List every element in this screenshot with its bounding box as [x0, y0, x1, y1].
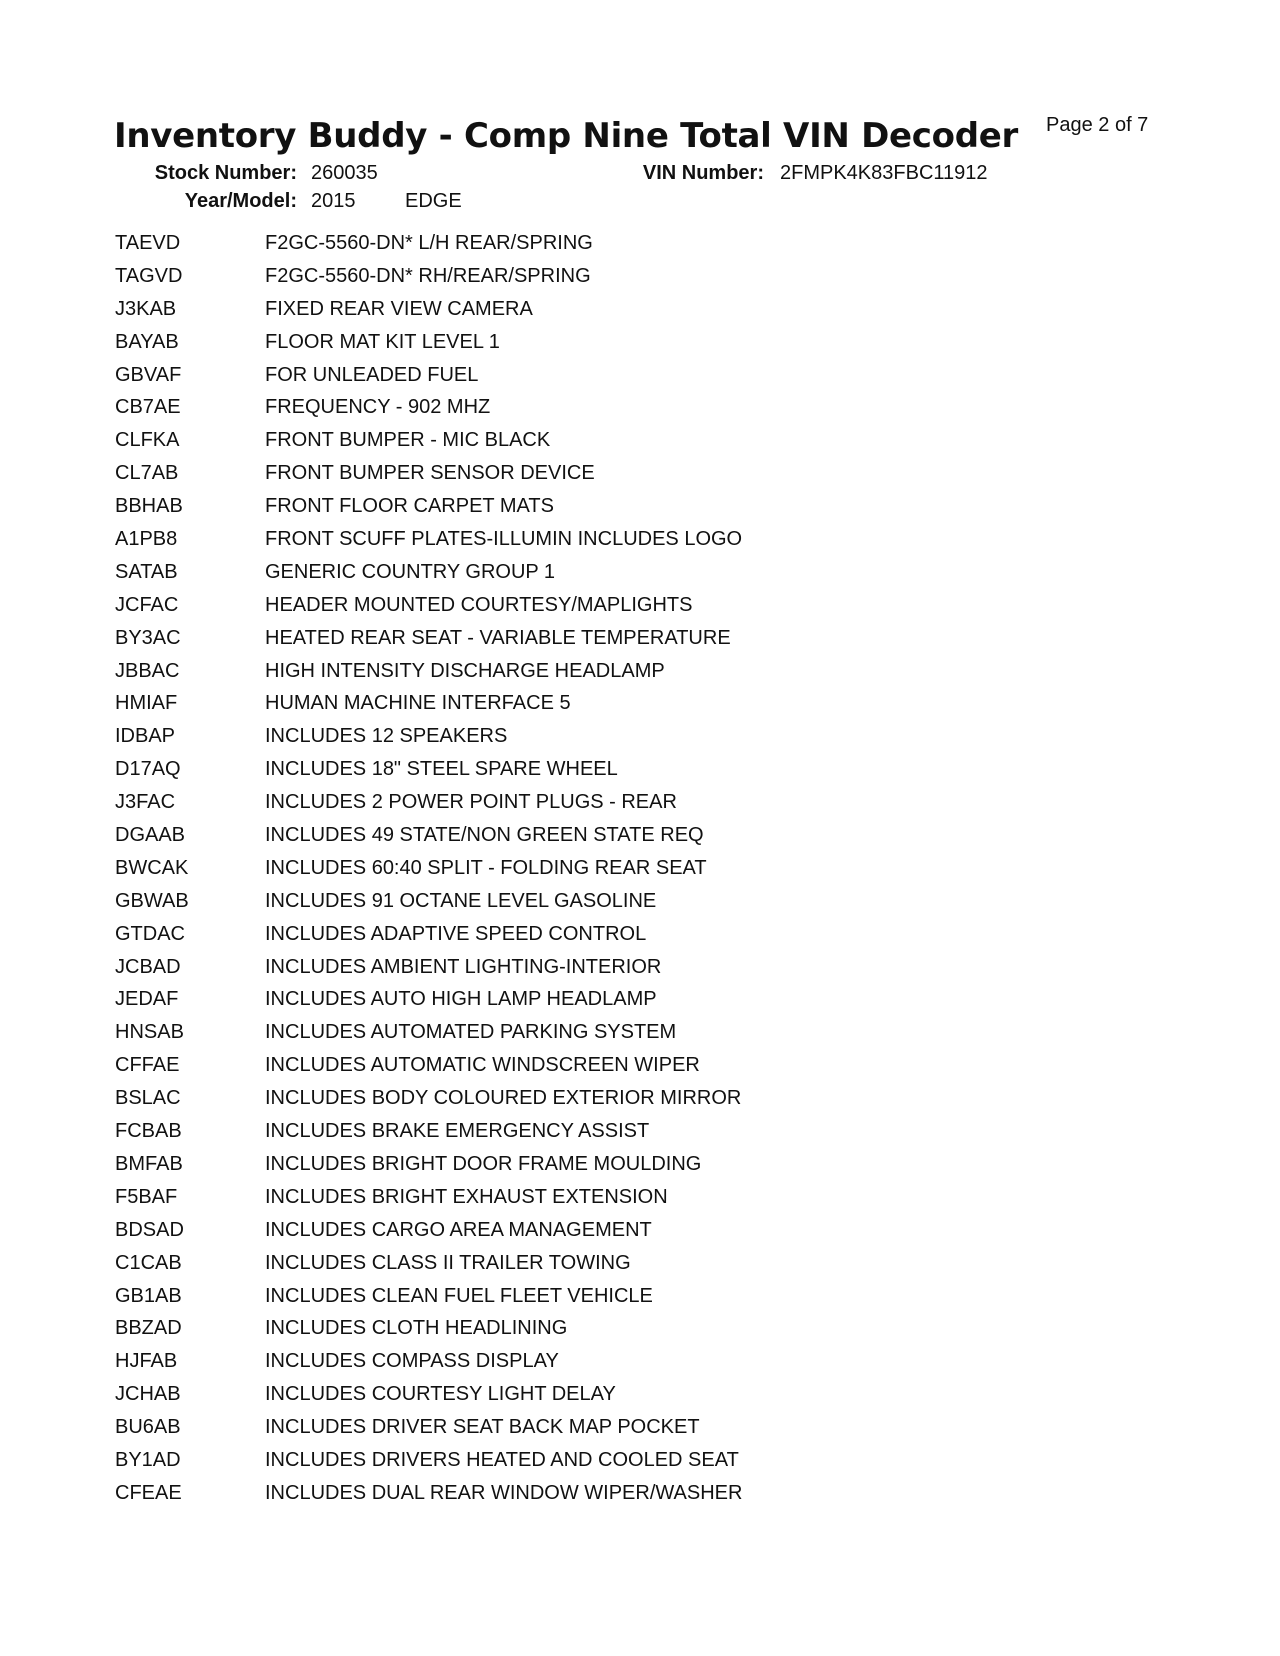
option-code: BY1AD [115, 1448, 181, 1471]
option-code: J3KAB [115, 297, 177, 320]
option-description: INCLUDES ADAPTIVE SPEED CONTROL [265, 922, 647, 945]
option-row [115, 424, 1015, 457]
option-row [115, 1016, 1015, 1049]
option-description: HIGH INTENSITY DISCHARGE HEADLAMP [265, 659, 665, 682]
option-row [115, 391, 1015, 424]
option-code: JCHAB [115, 1383, 181, 1406]
option-code: BBHAB [115, 495, 183, 518]
option-code: GB1AB [115, 1284, 182, 1307]
option-description: INCLUDES BRAKE EMERGENCY ASSIST [265, 1120, 650, 1143]
option-code: HMIAF [115, 692, 178, 715]
option-code: CLFKA [115, 429, 180, 452]
report-title: Inventory Buddy - Comp Nine Total VIN Decoder [114, 116, 1018, 156]
option-code: JCFAC [115, 593, 179, 616]
option-code: TAEVD [115, 232, 181, 254]
option-description: F2GC-5560-DN* RH/REAR/SPRING [265, 264, 591, 287]
option-row [115, 1378, 1015, 1411]
option-code: FCBAB [115, 1120, 182, 1143]
option-row [115, 1444, 1015, 1477]
option-code: JCBAD [115, 955, 181, 978]
option-description: GENERIC COUNTRY GROUP 1 [265, 560, 556, 583]
option-description: FOR UNLEADED FUEL [265, 363, 479, 386]
option-row [115, 1214, 1015, 1247]
option-code: IDBAP [115, 725, 176, 748]
option-description: INCLUDES AMBIENT LIGHTING-INTERIOR [265, 955, 662, 978]
option-row [115, 1411, 1015, 1444]
option-description: FLOOR MAT KIT LEVEL 1 [265, 330, 500, 353]
option-description: F2GC-5560-DN* L/H REAR/SPRING [265, 232, 593, 254]
option-code: CFEAE [115, 1481, 182, 1504]
option-row [115, 1477, 1015, 1510]
option-code: CFFAE [115, 1054, 180, 1077]
option-row [115, 786, 1015, 819]
option-description: INCLUDES 91 OCTANE LEVEL GASOLINE [265, 889, 657, 912]
option-code: BWCAK [115, 856, 189, 879]
option-description: INCLUDES CLEAN FUEL FLEET VEHICLE [265, 1284, 653, 1307]
option-description: INCLUDES DUAL REAR WINDOW WIPER/WASHER [265, 1481, 743, 1504]
option-row [115, 687, 1015, 720]
stock-number-label: Stock Number: [154, 162, 297, 184]
option-row [115, 1247, 1015, 1280]
option-code: CL7AB [115, 462, 179, 485]
option-code: BY3AC [115, 626, 181, 649]
option-description: INCLUDES AUTOMATIC WINDSCREEN WIPER [265, 1054, 700, 1077]
option-row [115, 622, 1015, 655]
option-description: INCLUDES 49 STATE/NON GREEN STATE REQ [265, 824, 704, 847]
option-description: HUMAN MACHINE INTERFACE 5 [265, 692, 571, 715]
option-row [115, 1115, 1015, 1148]
option-row [115, 359, 1015, 392]
option-code: BBZAD [115, 1317, 182, 1340]
option-description: FRONT BUMPER - MIC BLACK [265, 429, 551, 452]
option-code: F5BAF [115, 1185, 178, 1208]
option-description: INCLUDES CLASS II TRAILER TOWING [265, 1251, 631, 1274]
option-code: BSLAC [115, 1087, 181, 1110]
option-row [115, 1312, 1015, 1345]
option-code: GTDAC [115, 922, 185, 945]
stock-number-value: 260035 [311, 162, 378, 184]
option-code: HNSAB [115, 1021, 184, 1044]
option-code: JEDAF [115, 988, 179, 1011]
option-code: GBWAB [115, 889, 189, 912]
option-code: D17AQ [115, 758, 181, 781]
option-code: BAYAB [115, 330, 179, 353]
option-code: JBBAC [115, 659, 180, 682]
option-row [115, 1345, 1015, 1378]
option-row [115, 852, 1015, 885]
option-row [115, 1148, 1015, 1181]
option-row [115, 556, 1015, 589]
year-model-label: Year/Model: [184, 190, 297, 212]
option-code: HJFAB [115, 1350, 178, 1373]
option-code: BDSAD [115, 1218, 184, 1241]
option-code: GBVAF [115, 363, 182, 386]
option-code: C1CAB [115, 1251, 182, 1274]
option-row [115, 523, 1015, 556]
option-row [115, 983, 1015, 1016]
option-description: FRONT FLOOR CARPET MATS [265, 495, 554, 518]
vin-number-value: 2FMPK4K83FBC11912 [780, 162, 988, 184]
option-row [115, 1181, 1015, 1214]
option-row [115, 457, 1015, 490]
option-row [115, 819, 1015, 852]
option-description: FREQUENCY - 902 MHZ [265, 396, 491, 419]
option-row [115, 589, 1015, 622]
option-row [115, 885, 1015, 918]
option-description: INCLUDES BRIGHT EXHAUST EXTENSION [265, 1185, 668, 1208]
option-description: INCLUDES 2 POWER POINT PLUGS - REAR [265, 791, 677, 814]
option-description: INCLUDES DRIVERS HEATED AND COOLED SEAT [265, 1448, 739, 1471]
option-description: HEATED REAR SEAT - VARIABLE TEMPERATURE [265, 626, 731, 649]
option-description: INCLUDES BODY COLOURED EXTERIOR MIRROR [265, 1087, 742, 1110]
option-code: BU6AB [115, 1416, 181, 1439]
option-description: INCLUDES COMPASS DISPLAY [265, 1350, 559, 1373]
option-description: INCLUDES AUTOMATED PARKING SYSTEM [265, 1021, 677, 1044]
option-description: INCLUDES CLOTH HEADLINING [265, 1317, 568, 1340]
option-row [115, 951, 1015, 984]
option-code: SATAB [115, 560, 178, 583]
vin-number-label: VIN Number: [642, 162, 764, 184]
option-code: BMFAB [115, 1152, 183, 1175]
option-row [115, 1280, 1015, 1313]
option-code: TAGVD [115, 264, 183, 287]
model-value: EDGE [405, 190, 462, 212]
option-code: DGAAB [115, 824, 186, 847]
option-description: FIXED REAR VIEW CAMERA [265, 297, 533, 320]
option-description: INCLUDES 60:40 SPLIT - FOLDING REAR SEAT [265, 856, 707, 879]
option-row [115, 655, 1015, 688]
option-description: INCLUDES AUTO HIGH LAMP HEADLAMP [265, 988, 657, 1011]
option-row [115, 1082, 1015, 1115]
option-description: INCLUDES 12 SPEAKERS [265, 725, 508, 748]
option-row [115, 720, 1015, 753]
option-code-list [115, 227, 1015, 1510]
option-description: INCLUDES DRIVER SEAT BACK MAP POCKET [265, 1416, 700, 1439]
option-description: INCLUDES BRIGHT DOOR FRAME MOULDING [265, 1152, 702, 1175]
option-row [115, 293, 1015, 326]
option-code: CB7AE [115, 396, 181, 419]
option-row [115, 918, 1015, 951]
option-row [115, 227, 1015, 260]
page-indicator: Page 2 of 7 [1046, 114, 1149, 136]
option-code: A1PB8 [115, 528, 178, 551]
option-row [115, 260, 1015, 293]
option-description: FRONT BUMPER SENSOR DEVICE [265, 462, 595, 485]
option-description: INCLUDES 18" STEEL SPARE WHEEL [265, 758, 618, 781]
option-description: FRONT SCUFF PLATES-ILLUMIN INCLUDES LOGO [265, 528, 743, 551]
option-code: J3FAC [115, 791, 176, 814]
option-row [115, 326, 1015, 359]
option-row [115, 753, 1015, 786]
option-row [115, 1049, 1015, 1082]
option-row [115, 490, 1015, 523]
year-value: 2015 [311, 190, 356, 212]
option-description: INCLUDES COURTESY LIGHT DELAY [265, 1383, 616, 1406]
option-description: HEADER MOUNTED COURTESY/MAPLIGHTS [265, 593, 693, 616]
option-description: INCLUDES CARGO AREA MANAGEMENT [265, 1218, 652, 1241]
